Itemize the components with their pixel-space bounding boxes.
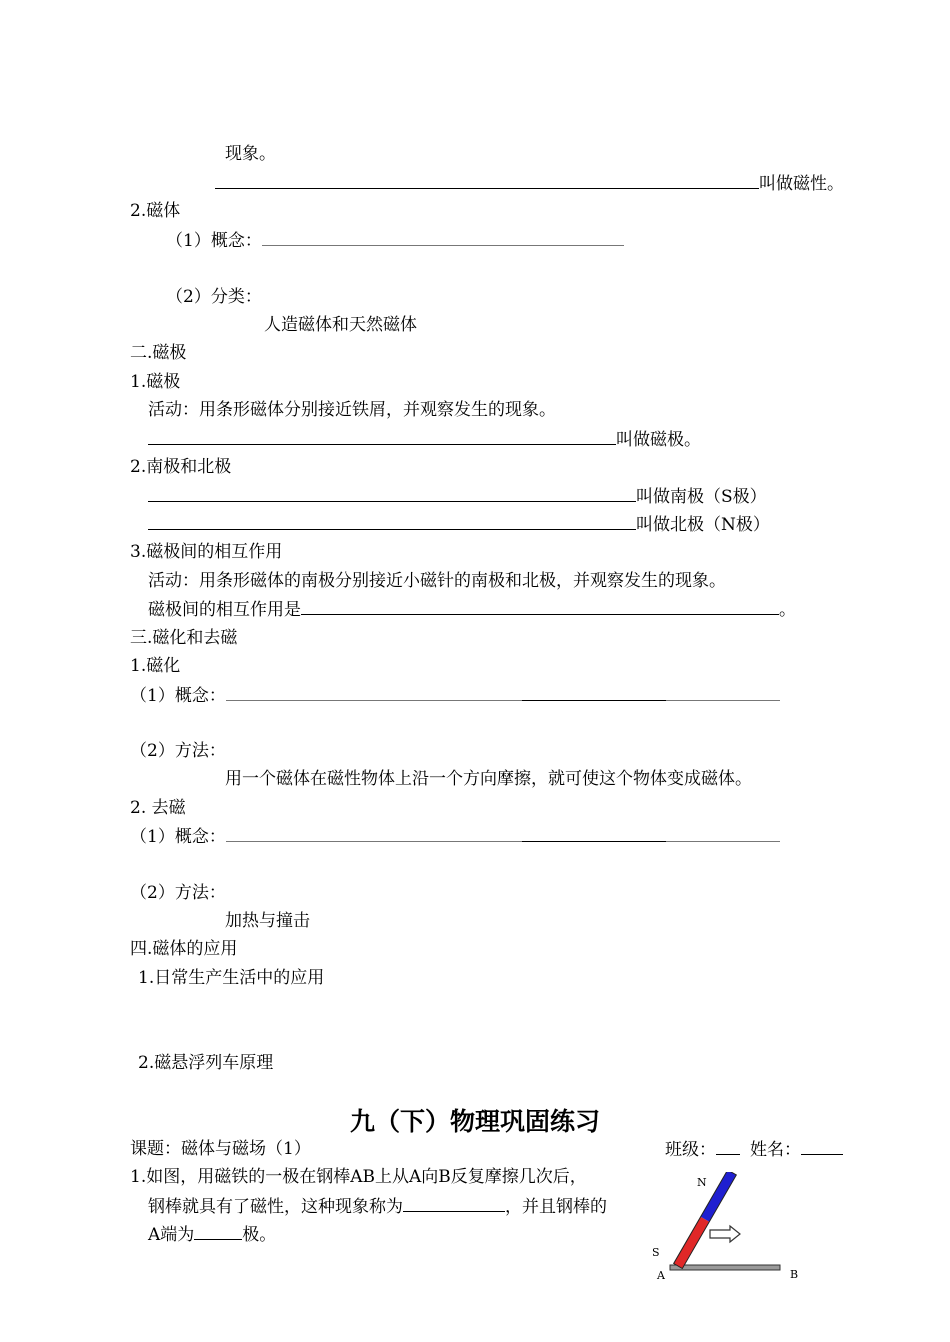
text-beiji-suffix: 叫做北极（N极） <box>636 515 770 535</box>
text-q1-line3a: A端为 <box>148 1225 195 1245</box>
label-gainian: （1）概念： <box>130 827 226 847</box>
heading-quci: 2. 去磁 <box>130 798 186 818</box>
label-gainian: （1）概念： <box>130 686 226 706</box>
section-heading-cihua: 三.磁化和去磁 <box>130 628 238 648</box>
line-quci-gainian <box>130 825 780 848</box>
text-q1-line2a: 钢棒就具有了磁性，这种现象称为 <box>148 1197 403 1217</box>
heading-cihua: 1.磁化 <box>130 656 181 676</box>
line-q1-2 <box>148 1195 607 1218</box>
fill-blank[interactable] <box>194 1223 242 1240</box>
fill-blank[interactable] <box>522 684 666 701</box>
line-interaction <box>148 598 796 621</box>
label-name: 姓名： <box>750 1140 801 1160</box>
text-cihua-method: 用一个磁体在磁性物体上沿一个方向摩擦，就可使这个物体变成磁体。 <box>225 769 752 789</box>
fill-blank[interactable] <box>301 598 779 615</box>
heading-nanbei: 2.南极和北极 <box>130 457 232 477</box>
fill-blank[interactable] <box>666 684 780 701</box>
label-class: 班级： <box>665 1140 716 1160</box>
line-cihua-gainian <box>130 684 780 707</box>
fill-blank[interactable] <box>148 513 636 530</box>
text-topic: 课题：磁体与磁场（1） <box>130 1139 311 1159</box>
section-heading-app: 四.磁体的应用 <box>130 939 238 959</box>
text-xianxiang: 现象。 <box>225 144 276 164</box>
line-nanji <box>148 485 767 508</box>
magnet-figure <box>640 1172 810 1284</box>
steel-rod <box>670 1265 780 1270</box>
fill-blank[interactable] <box>215 172 759 189</box>
fill-blank[interactable] <box>148 485 636 502</box>
text-q1-line2b: ，并且钢棒的 <box>505 1197 607 1217</box>
arrow-right-icon <box>710 1226 740 1242</box>
fill-blank[interactable] <box>522 825 666 842</box>
heading-citi: 2.磁体 <box>130 201 181 221</box>
text-cixing-suffix: 叫做磁性。 <box>759 174 844 194</box>
line-cixing <box>215 172 844 195</box>
class-name-fields <box>665 1138 843 1161</box>
line-beiji <box>148 513 770 536</box>
fill-blank[interactable] <box>262 229 624 246</box>
class-field[interactable] <box>716 1138 740 1155</box>
heading-interaction: 3.磁极间的相互作用 <box>130 542 283 562</box>
text-fenlei: 人造磁体和天然磁体 <box>264 315 417 335</box>
heading-ciji: 1.磁极 <box>130 372 181 392</box>
text-app1: 1.日常生产生活中的应用 <box>138 968 325 988</box>
label-b: B <box>790 1268 799 1281</box>
fill-blank[interactable] <box>148 428 616 445</box>
fill-blank[interactable] <box>226 684 522 701</box>
label-a: A <box>657 1269 665 1282</box>
text-quci-method: 加热与撞击 <box>225 911 310 931</box>
magnet-south-half <box>674 1217 710 1269</box>
text-q1-line1: 1.如图，用磁铁的一极在钢棒AB上从A向B反复摩擦几次后， <box>130 1167 587 1187</box>
text-interaction-prefix: 磁极间的相互作用是 <box>148 600 301 620</box>
page-title: 九（下）物理巩固练习 <box>349 1107 600 1136</box>
section-heading-ciji: 二.磁极 <box>130 343 187 363</box>
label-fenlei: （2）分类： <box>166 287 262 307</box>
line-citi-gainian <box>166 229 624 252</box>
label-cihua-fangfa: （2）方法： <box>130 741 226 761</box>
label-quci-fangfa: （2）方法： <box>130 883 226 903</box>
fill-blank[interactable] <box>666 825 780 842</box>
name-field[interactable] <box>801 1138 843 1155</box>
line-ciji <box>148 428 701 451</box>
text-activity1: 活动：用条形磁体分别接近铁屑，并观察发生的现象。 <box>148 400 556 420</box>
text-interaction-end: 。 <box>779 600 796 620</box>
fill-blank[interactable] <box>403 1195 505 1212</box>
text-app2: 2.磁悬浮列车原理 <box>138 1053 274 1073</box>
fill-blank[interactable] <box>226 825 522 842</box>
label-n: N <box>697 1176 707 1189</box>
label-s: S <box>652 1246 660 1259</box>
text-ciji-suffix: 叫做磁极。 <box>616 430 701 450</box>
text-nanji-suffix: 叫做南极（S极） <box>636 487 767 507</box>
text-activity2: 活动：用条形磁体的南极分别接近小磁针的南极和北极，并观察发生的现象。 <box>148 571 726 591</box>
text-q1-line3b: 极。 <box>242 1225 277 1245</box>
label-gainian: （1）概念： <box>166 231 262 251</box>
line-q1-3 <box>148 1223 276 1246</box>
